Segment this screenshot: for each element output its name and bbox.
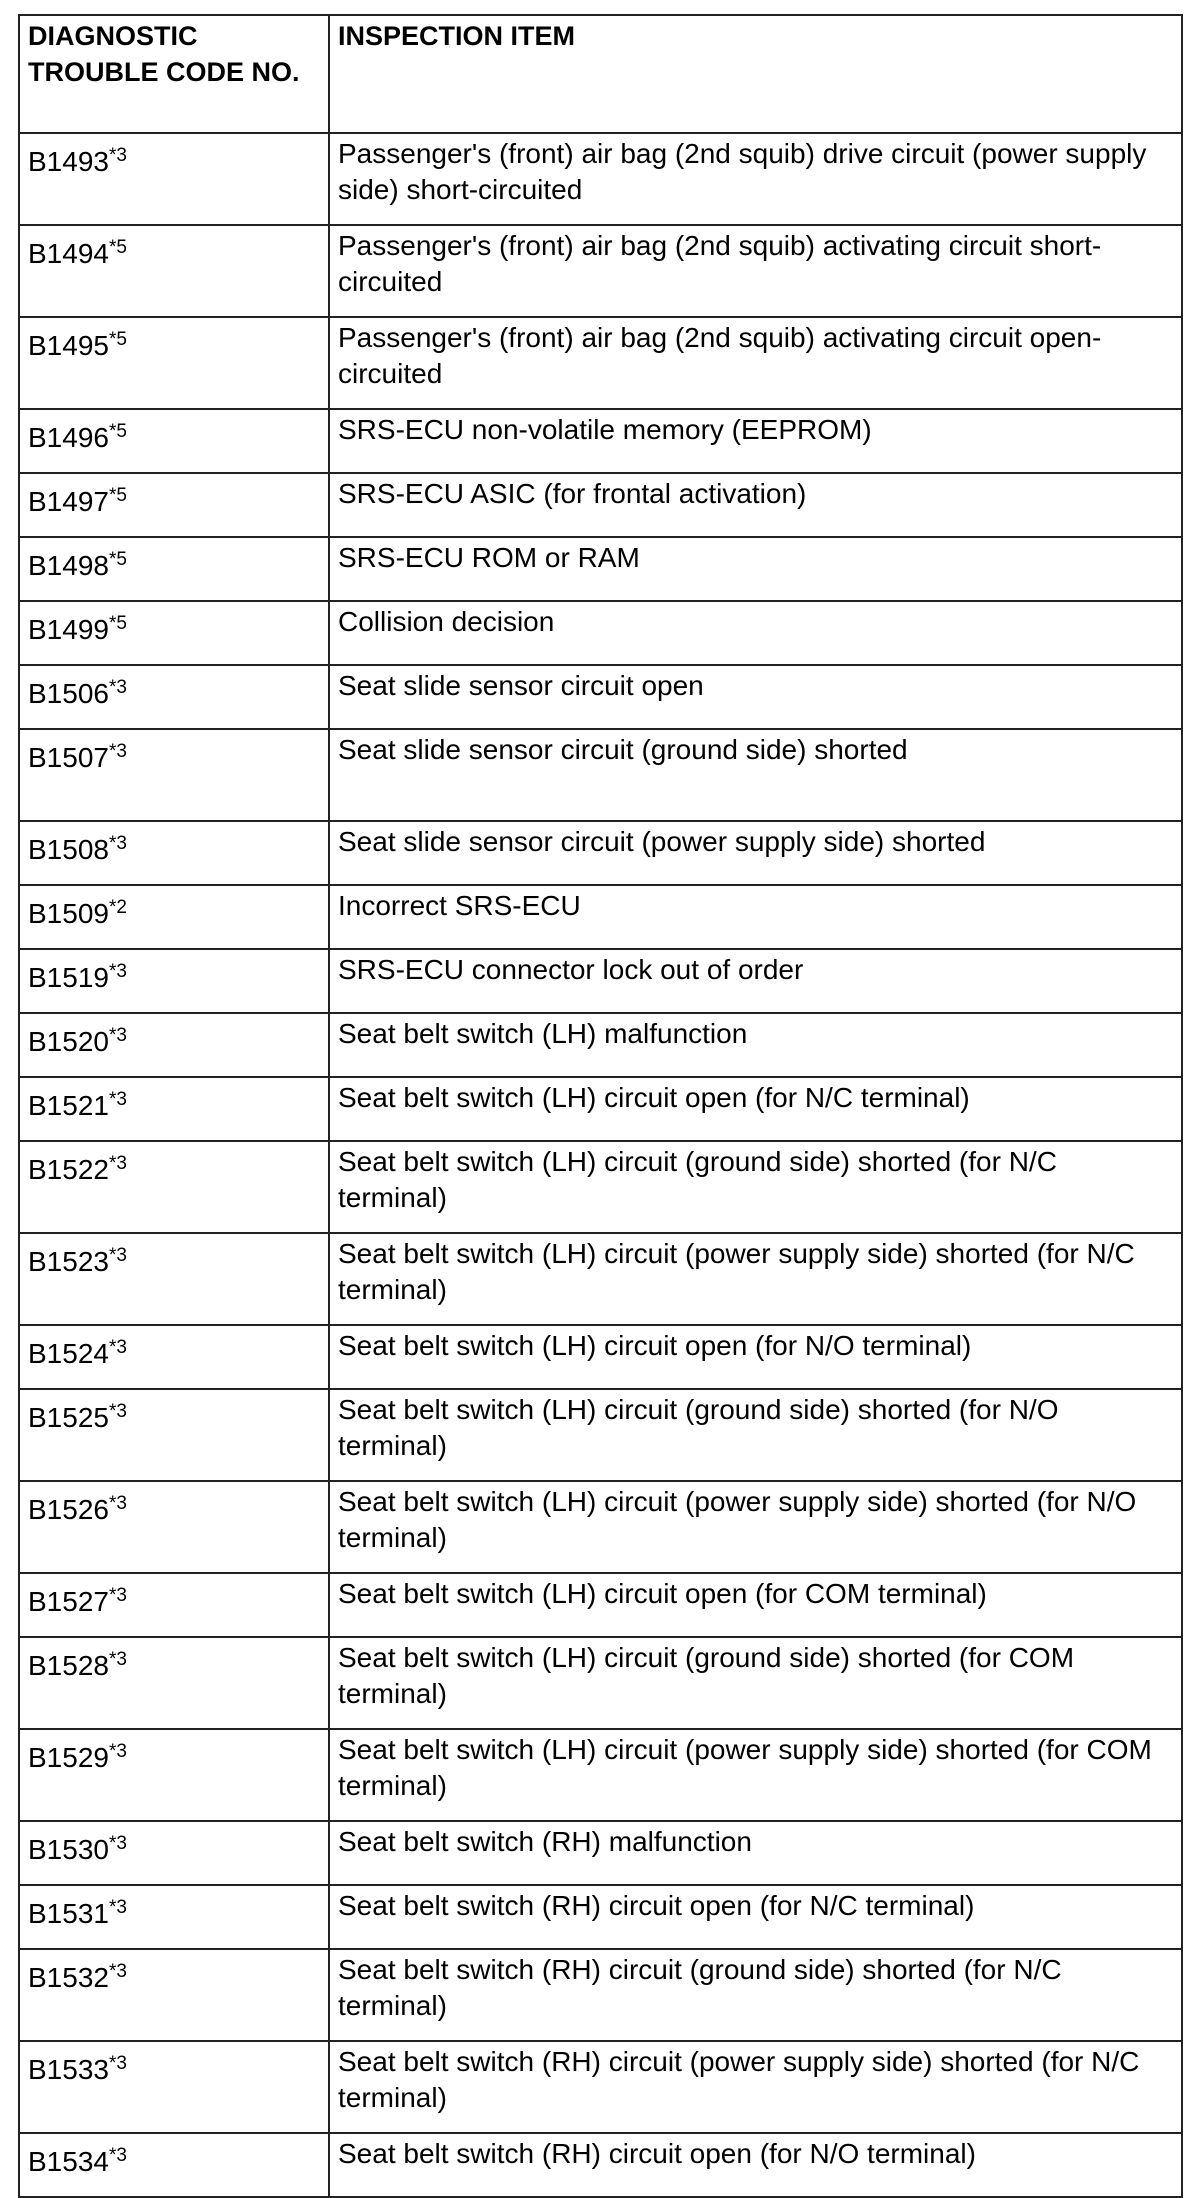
table-row xyxy=(19,133,1182,225)
dtc-code: B1526 xyxy=(28,1494,109,1525)
dtc-footnote-marker: *2 xyxy=(108,897,127,918)
dtc-footnote-marker: *3 xyxy=(108,1493,127,1514)
dtc-footnote-marker: *5 xyxy=(108,329,127,350)
dtc-code: B1525 xyxy=(28,1402,109,1433)
dtc-code-cell xyxy=(19,1141,329,1233)
dtc-code: B1493 xyxy=(28,146,109,177)
inspection-item-cell: Seat belt switch (RH) circuit open (for N/C terminal) xyxy=(329,1885,1182,1949)
table-row xyxy=(19,537,1182,601)
dtc-footnote-marker: *3 xyxy=(108,1897,127,1918)
inspection-item-cell: Seat slide sensor circuit open xyxy=(329,665,1182,729)
table-row xyxy=(19,1013,1182,1077)
table-row xyxy=(19,1885,1182,1949)
dtc-footnote-marker: *5 xyxy=(108,237,127,258)
dtc-code: B1522 xyxy=(28,1154,109,1185)
dtc-code-cell xyxy=(19,1573,329,1637)
dtc-code: B1498 xyxy=(28,550,109,581)
dtc-code-cell xyxy=(19,2041,329,2133)
table-row xyxy=(19,317,1182,409)
dtc-code: B1530 xyxy=(28,1834,109,1865)
dtc-code-cell xyxy=(19,1885,329,1949)
dtc-code: B1529 xyxy=(28,1742,109,1773)
inspection-item-cell: Passenger's (front) air bag (2nd squib) activating circuit open-circuited xyxy=(329,317,1182,409)
inspection-item-cell: SRS-ECU connector lock out of order xyxy=(329,949,1182,1013)
inspection-item-cell: Seat belt switch (LH) circuit open (for N/O terminal) xyxy=(329,1325,1182,1389)
inspection-item-cell: SRS-ECU non-volatile memory (EEPROM) xyxy=(329,409,1182,473)
dtc-code: B1508 xyxy=(28,834,109,865)
table-row xyxy=(19,1325,1182,1389)
dtc-code-cell xyxy=(19,1013,329,1077)
dtc-code-cell xyxy=(19,537,329,601)
table-row xyxy=(19,1233,1182,1325)
inspection-item-cell: Seat belt switch (LH) circuit open (for COM terminal) xyxy=(329,1573,1182,1637)
inspection-item-cell: Seat belt switch (LH) circuit (power supply side) shorted (for N/C terminal) xyxy=(329,1233,1182,1325)
dtc-code: B1524 xyxy=(28,1338,109,1369)
dtc-footnote-marker: *3 xyxy=(108,1025,127,1046)
table-row xyxy=(19,1481,1182,1573)
dtc-code: B1523 xyxy=(28,1246,109,1277)
dtc-code: B1531 xyxy=(28,1898,109,1929)
dtc-footnote-marker: *3 xyxy=(108,1649,127,1670)
dtc-code-cell xyxy=(19,409,329,473)
table-row xyxy=(19,1729,1182,1821)
table-body xyxy=(19,133,1182,2197)
dtc-footnote-marker: *5 xyxy=(108,613,127,634)
inspection-item-cell: Seat belt switch (LH) circuit open (for N/C terminal) xyxy=(329,1077,1182,1141)
dtc-code-cell xyxy=(19,133,329,225)
table-row xyxy=(19,1141,1182,1233)
table-row xyxy=(19,821,1182,885)
dtc-code: B1507 xyxy=(28,742,109,773)
table-row xyxy=(19,1637,1182,1729)
dtc-code-cell xyxy=(19,601,329,665)
dtc-footnote-marker: *3 xyxy=(108,1961,127,1982)
dtc-footnote-marker: *3 xyxy=(108,1833,127,1854)
dtc-code-cell xyxy=(19,1481,329,1573)
dtc-footnote-marker: *3 xyxy=(108,1401,127,1422)
dtc-code: B1521 xyxy=(28,1090,109,1121)
dtc-code-cell xyxy=(19,885,329,949)
inspection-item-cell: Seat belt switch (RH) circuit (ground side) shorted (for N/C terminal) xyxy=(329,1949,1182,2041)
table-row xyxy=(19,885,1182,949)
dtc-code-cell xyxy=(19,225,329,317)
inspection-item-cell: Seat belt switch (LH) circuit (ground side) shorted (for COM terminal) xyxy=(329,1637,1182,1729)
table-row xyxy=(19,1821,1182,1885)
dtc-code: B1534 xyxy=(28,2146,109,2177)
dtc-code: B1527 xyxy=(28,1586,109,1617)
dtc-code-cell xyxy=(19,2133,329,2197)
dtc-code: B1528 xyxy=(28,1650,109,1681)
inspection-item-cell: Seat slide sensor circuit (power supply side) shorted xyxy=(329,821,1182,885)
inspection-item-cell: Seat belt switch (LH) circuit (ground side) shorted (for N/O terminal) xyxy=(329,1389,1182,1481)
dtc-footnote-marker: *3 xyxy=(108,1245,127,1266)
table-row xyxy=(19,1389,1182,1481)
dtc-code: B1495 xyxy=(28,330,109,361)
inspection-item-cell: Seat belt switch (LH) circuit (ground side) shorted (for N/C terminal) xyxy=(329,1141,1182,1233)
dtc-code: B1497 xyxy=(28,486,109,517)
dtc-code: B1506 xyxy=(28,678,109,709)
inspection-item-cell: Seat slide sensor circuit (ground side) shorted xyxy=(329,729,1182,821)
dtc-code-cell xyxy=(19,1729,329,1821)
dtc-code-cell xyxy=(19,821,329,885)
dtc-footnote-marker: *3 xyxy=(108,1741,127,1762)
table-row xyxy=(19,1077,1182,1141)
table-row xyxy=(19,601,1182,665)
dtc-footnote-marker: *3 xyxy=(108,677,127,698)
inspection-item-cell: Passenger's (front) air bag (2nd squib) drive circuit (power supply side) short-circuited xyxy=(329,133,1182,225)
dtc-footnote-marker: *3 xyxy=(108,145,127,166)
dtc-code: B1519 xyxy=(28,962,109,993)
inspection-item-cell: Seat belt switch (RH) circuit open (for N/O terminal) xyxy=(329,2133,1182,2197)
table-row xyxy=(19,1949,1182,2041)
dtc-code-cell xyxy=(19,1949,329,2041)
inspection-item-cell: Seat belt switch (LH) malfunction xyxy=(329,1013,1182,1077)
dtc-code: B1494 xyxy=(28,238,109,269)
table-row xyxy=(19,2133,1182,2197)
table-row xyxy=(19,665,1182,729)
dtc-code-cell xyxy=(19,1233,329,1325)
table-row xyxy=(19,473,1182,537)
inspection-item-cell: Seat belt switch (LH) circuit (power supply side) shorted (for COM terminal) xyxy=(329,1729,1182,1821)
table-row xyxy=(19,949,1182,1013)
inspection-item-cell: Collision decision xyxy=(329,601,1182,665)
dtc-code: B1499 xyxy=(28,614,109,645)
inspection-item-cell: SRS-ECU ASIC (for frontal activation) xyxy=(329,473,1182,537)
inspection-item-cell: Seat belt switch (RH) circuit (power supply side) shorted (for N/C terminal) xyxy=(329,2041,1182,2133)
table-row xyxy=(19,409,1182,473)
dtc-code: B1496 xyxy=(28,422,109,453)
dtc-footnote-marker: *3 xyxy=(108,961,127,982)
table-row xyxy=(19,2041,1182,2133)
inspection-item-cell: SRS-ECU ROM or RAM xyxy=(329,537,1182,601)
dtc-footnote-marker: *3 xyxy=(108,1089,127,1110)
dtc-code: B1533 xyxy=(28,2054,109,2085)
inspection-item-cell: Seat belt switch (RH) malfunction xyxy=(329,1821,1182,1885)
dtc-footnote-marker: *5 xyxy=(108,549,127,570)
dtc-code-cell xyxy=(19,729,329,821)
dtc-code: B1509 xyxy=(28,898,109,929)
dtc-code-cell xyxy=(19,1637,329,1729)
header-inspection-item: INSPECTION ITEM xyxy=(329,15,1182,133)
table-row xyxy=(19,1573,1182,1637)
dtc-code-cell xyxy=(19,473,329,537)
inspection-item-cell: Passenger's (front) air bag (2nd squib) activating circuit short-circuited xyxy=(329,225,1182,317)
dtc-code-cell xyxy=(19,949,329,1013)
dtc-code-cell xyxy=(19,665,329,729)
dtc-footnote-marker: *3 xyxy=(108,1153,127,1174)
diagnostic-code-table xyxy=(18,14,1183,2198)
table-row xyxy=(19,225,1182,317)
table-header-row xyxy=(19,15,1182,133)
dtc-code-cell xyxy=(19,1821,329,1885)
dtc-code-cell xyxy=(19,1077,329,1141)
header-code: DIAGNOSTIC TROUBLE CODE NO. xyxy=(19,15,329,133)
dtc-footnote-marker: *3 xyxy=(108,2145,127,2166)
dtc-footnote-marker: *3 xyxy=(108,741,127,762)
dtc-footnote-marker: *3 xyxy=(108,833,127,854)
dtc-code-cell xyxy=(19,317,329,409)
inspection-item-cell: Seat belt switch (LH) circuit (power supply side) shorted (for N/O terminal) xyxy=(329,1481,1182,1573)
dtc-code-cell xyxy=(19,1325,329,1389)
inspection-item-cell: Incorrect SRS-ECU xyxy=(329,885,1182,949)
table-row xyxy=(19,729,1182,821)
dtc-footnote-marker: *3 xyxy=(108,1585,127,1606)
dtc-code: B1520 xyxy=(28,1026,109,1057)
dtc-code-cell xyxy=(19,1389,329,1481)
dtc-footnote-marker: *3 xyxy=(108,2053,127,2074)
dtc-footnote-marker: *3 xyxy=(108,1337,127,1358)
dtc-footnote-marker: *5 xyxy=(108,421,127,442)
dtc-footnote-marker: *5 xyxy=(108,485,127,506)
dtc-code: B1532 xyxy=(28,1962,109,1993)
